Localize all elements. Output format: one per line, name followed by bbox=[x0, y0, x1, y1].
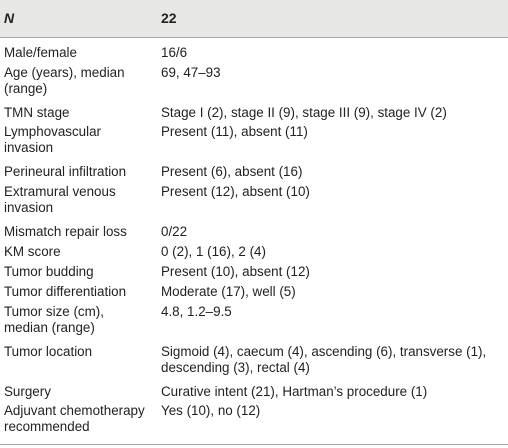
row-label: Perineural infiltration bbox=[4, 164, 127, 179]
row-label: KM score bbox=[4, 244, 61, 259]
row-label: Tumor size (cm), median (range) bbox=[4, 304, 104, 336]
row-value: 69, 47–93 bbox=[161, 65, 221, 80]
row-value: 0/22 bbox=[161, 224, 188, 239]
row-label: Lymphovascular invasion bbox=[4, 124, 102, 156]
row-label: Male/female bbox=[4, 45, 77, 60]
header-n-value: 22 bbox=[161, 10, 177, 26]
row-value: Present (11), absent (11) bbox=[161, 124, 308, 139]
row-label: Adjuvant chemotherapy recommended bbox=[4, 403, 145, 435]
header-n-label: N bbox=[4, 10, 15, 26]
row-value: Stage I (2), stage II (9), stage III (9), stage IV (2) bbox=[161, 105, 447, 120]
row-label: Tumor differentiation bbox=[4, 284, 127, 299]
row-value: Moderate (17), well (5) bbox=[161, 284, 296, 299]
row-value: Yes (10), no (12) bbox=[161, 403, 261, 418]
row-label: Mismatch repair loss bbox=[4, 224, 127, 239]
row-label: Tumor location bbox=[4, 344, 93, 359]
row-label: Tumor budding bbox=[4, 264, 94, 279]
row-value: Present (12), absent (10) bbox=[161, 184, 310, 199]
row-value: Present (6), absent (16) bbox=[161, 164, 303, 179]
row-value: 0 (2), 1 (16), 2 (4) bbox=[161, 244, 266, 259]
row-label: TMN stage bbox=[4, 105, 70, 120]
row-value: Sigmoid (4), caecum (4), ascending (6), transverse (1), descending (3), rectal (4) bbox=[161, 344, 487, 376]
table-bottom-rule bbox=[0, 444, 508, 445]
row-label: Age (years), median (range) bbox=[4, 65, 125, 97]
row-value: Present (10), absent (12) bbox=[161, 264, 310, 279]
table-header bbox=[0, 0, 508, 38]
row-value: 4.8, 1.2–9.5 bbox=[161, 304, 232, 319]
row-value: Curative intent (21), Hartman’s procedure (1) bbox=[161, 384, 428, 399]
row-label: Extramural venous invasion bbox=[4, 184, 116, 216]
row-label: Surgery bbox=[4, 384, 51, 399]
row-value: 16/6 bbox=[161, 45, 188, 60]
